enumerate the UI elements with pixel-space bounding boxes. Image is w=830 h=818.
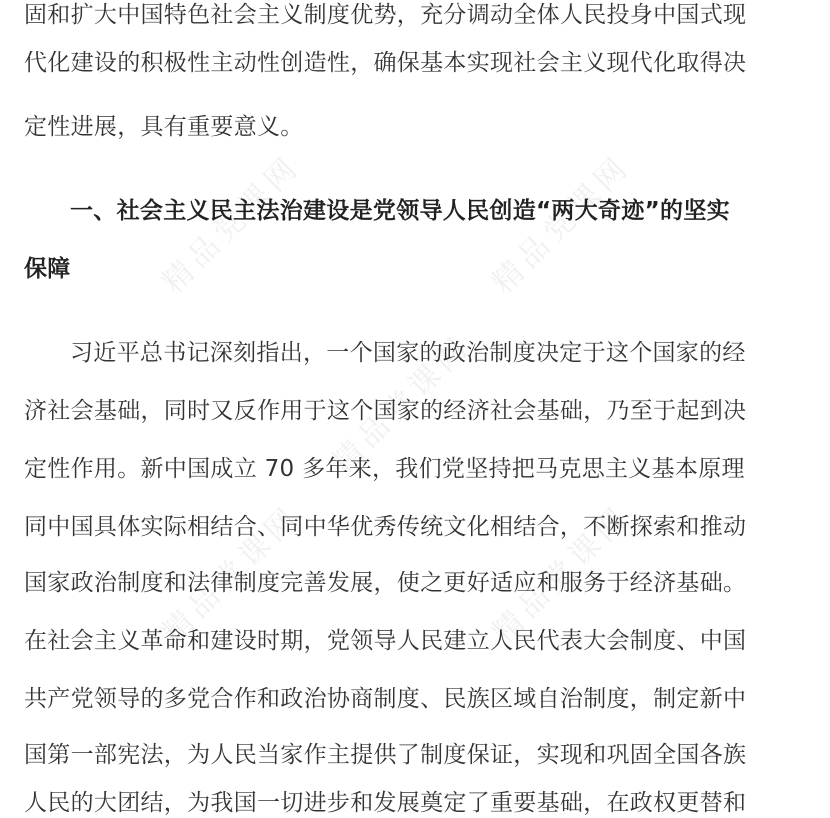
paragraph-line: 定性作用。新中国成立 70 多年来，我们党坚持把马克思主义基本原理: [24, 456, 745, 482]
paragraph-line: 同中国具体实际相结合、同中华优秀传统文化相结合，不断探索和推动: [24, 514, 747, 540]
paragraph-line: 济社会基础，同时又反作用于这个国家的经济社会基础，乃至于起到决: [24, 398, 747, 424]
paragraph-line: 定性进展，具有重要意义。: [24, 114, 304, 140]
paragraph-line: 共产党领导的多党合作和政治协商制度、民族区域自治制度，制定新中: [24, 686, 747, 712]
paragraph-line: 代化建设的积极性主动性创造性，确保基本实现社会主义现代化取得决: [24, 50, 747, 76]
paragraph-line: 固和扩大中国特色社会主义制度优势，充分调动全体人民投身中国式现: [24, 2, 747, 28]
paragraph-line: 在社会主义革命和建设时期，党领导人民建立人民代表大会制度、中国: [24, 628, 747, 654]
watermark: 精品党课网: [155, 148, 308, 301]
paragraph-line: 国第一部宪法，为人民当家作主提供了制度保证，实现和巩固全国各族: [24, 742, 747, 768]
watermark: 精品党课网: [485, 498, 638, 651]
section-heading: 一、社会主义民主法治建设是党领导人民创造“两大奇迹”的坚实: [70, 198, 730, 224]
paragraph-line: 国家政治制度和法律制度完善发展，使之更好适应和服务于经济基础。: [24, 570, 747, 596]
paragraph-line: 人民的大团结，为我国一切进步和发展奠定了重要基础，在政权更替和: [24, 790, 747, 816]
watermark: 精品党课网: [485, 148, 638, 301]
section-heading-continued: 保障: [24, 256, 71, 282]
paragraph-line: 习近平总书记深刻指出，一个国家的政治制度决定于这个国家的经: [70, 340, 746, 366]
watermark: 精品党课网: [325, 328, 478, 481]
watermark: 精品党课网: [155, 498, 308, 651]
